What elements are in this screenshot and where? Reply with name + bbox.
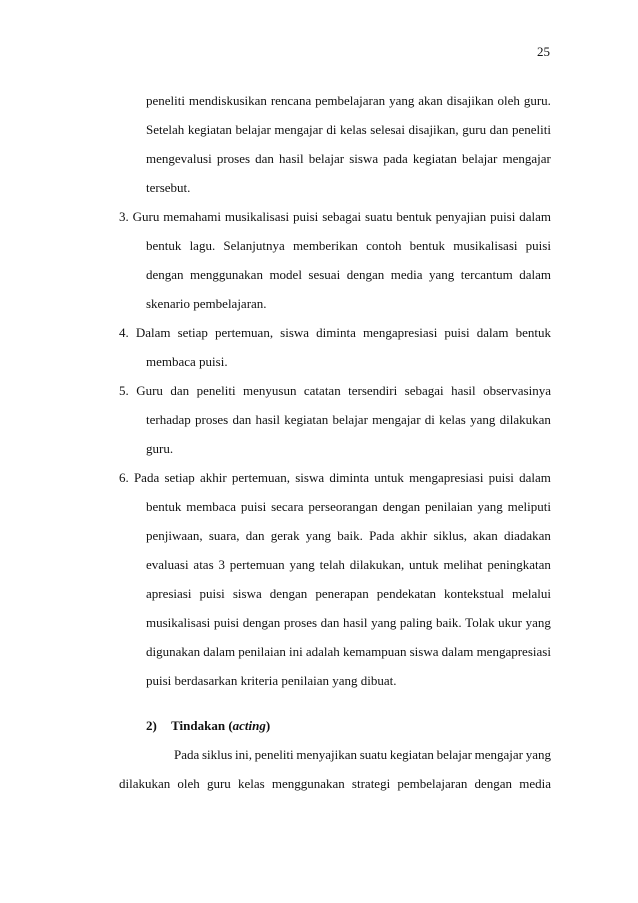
heading-title-italic: acting	[232, 718, 266, 733]
text-line: bentuk membaca puisi secara perseorangan dengan penilaian yang meliputi	[146, 499, 551, 514]
section-heading	[146, 718, 386, 734]
text-line: 3. Guru memahami musikalisasi puisi sebagai suatu bentuk penyajian puisi dalam	[119, 209, 551, 224]
text-line: tersebut.	[146, 180, 191, 195]
text-line: 4. Dalam setiap pertemuan, siswa diminta mengapresiasi puisi dalam bentuk	[119, 325, 551, 340]
text-line: 5. Guru dan peneliti menyusun catatan tersendiri sebagai hasil observasinya	[119, 383, 551, 398]
text-line: mengevalusi proses dan hasil belajar siswa pada kegiatan belajar mengajar	[146, 151, 551, 166]
text-line: evaluasi atas 3 pertemuan yang telah dilakukan, untuk melihat peningkatan	[146, 557, 551, 572]
page-number: 25	[537, 44, 550, 59]
heading-title: Tindakan (	[171, 718, 233, 733]
text-line: dengan menggunakan model sesuai dengan media yang tercantum dalam	[146, 267, 551, 282]
heading-title-close: )	[265, 718, 271, 733]
text-line: skenario pembelajaran.	[146, 296, 267, 311]
text-line: bentuk lagu. Selanjutnya memberikan contoh bentuk musikalisasi puisi	[146, 238, 551, 253]
text-line: guru.	[146, 441, 174, 456]
text-line: musikalisasi puisi dengan proses dan hasil yang paling baik. Tolak ukur yang	[146, 615, 551, 630]
text-line: terhadap proses dan hasil kegiatan belajar mengajar di kelas yang dilakukan	[146, 412, 551, 427]
text-line: dilakukan oleh guru kelas menggunakan strategi pembelajaran dengan media	[119, 776, 551, 791]
heading-number: 2)	[146, 718, 157, 733]
text-line: Pada siklus ini, peneliti menyajikan suatu kegiatan belajar mengajar yang	[174, 747, 551, 762]
text-line: puisi berdasarkan kriteria penilaian yang dibuat.	[146, 673, 397, 688]
text-line: membaca puisi.	[146, 354, 228, 369]
text-line: peneliti mendiskusikan rencana pembelajaran yang akan disajikan oleh guru.	[146, 93, 551, 108]
text-line: Setelah kegiatan belajar mengajar di kelas selesai disajikan, guru dan peneliti	[146, 122, 551, 137]
text-line: digunakan dalam penilaian ini adalah kemampuan siswa dalam mengapresiasi	[146, 644, 551, 659]
text-line: penjiwaan, suara, dan gerak yang baik. Pada akhir siklus, akan diadakan	[146, 528, 551, 543]
text-line: apresiasi puisi siswa dengan penerapan pendekatan kontekstual melalui	[146, 586, 551, 601]
text-line: 6. Pada setiap akhir pertemuan, siswa diminta untuk mengapresiasi puisi dalam	[119, 470, 551, 485]
